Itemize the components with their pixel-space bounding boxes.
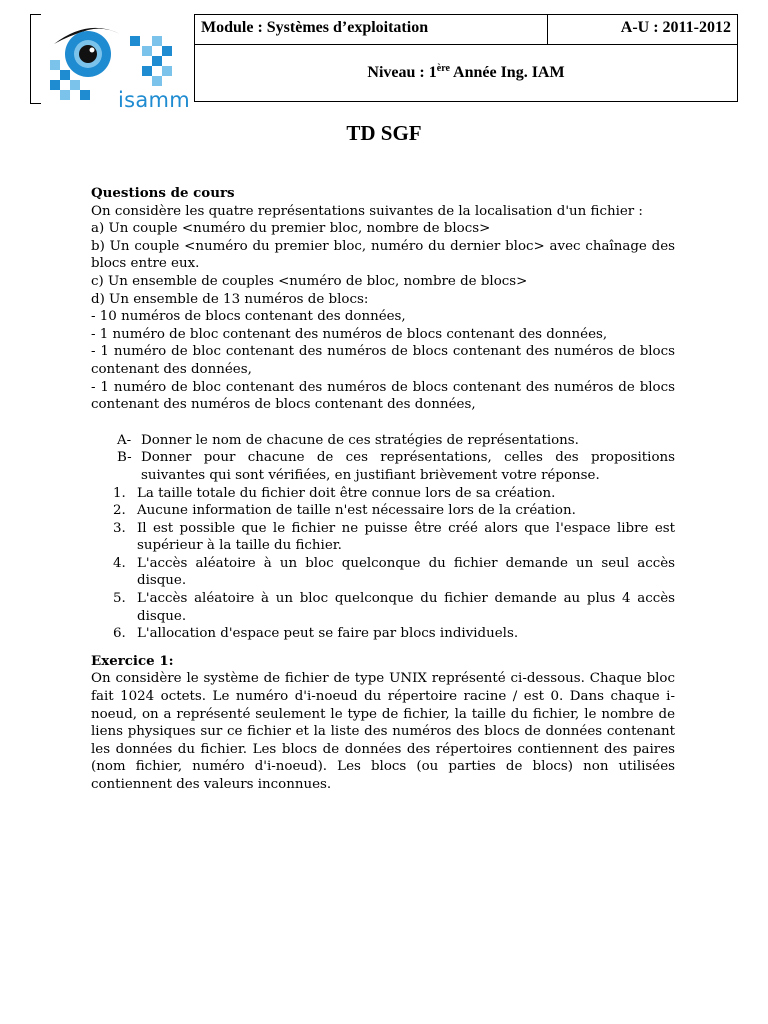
proposition-text: L'accès aléatoire à un bloc quelconque du fichier demande au plus 4 accès disque. [137, 591, 675, 624]
header-separator [547, 15, 548, 44]
exercice-1-text: On considère le système de fichier de type UNIX représenté ci-dessous. Chaque bloc fait 1024 octets. Le numéro d'i-noeud du répertoire racine / est 0. Dans chaque i-noeud, on a représenté seulement le type de fichier, la taille du fichier, le nombre de liens physiques sur ce fichier et la liste des numéros des blocs de données contenant les données du fichier. Les blocs de données des répertoires contiennent des paires (nom fichier, numéro d'i-noeud). Les blocs (ou parties de blocs) non utilisées contiennent des valeurs inconnues. [91, 671, 675, 792]
cours-intro: On considère les quatre représentations suivantes de la localisation d'un fichier : [91, 203, 643, 219]
level-prefix: Niveau : 1 [367, 64, 437, 81]
representation-a: a) Un couple <numéro du premier bloc, nombre de blocs> [91, 221, 491, 237]
spacer [91, 643, 675, 653]
section-heading-cours: Questions de cours [91, 185, 235, 201]
proposition-list [91, 485, 675, 643]
representation-d-item: - 1 numéro de bloc contenant des numéros de blocs contenant des données, [91, 326, 608, 342]
isamm-logo [48, 14, 191, 112]
proposition-item [91, 555, 675, 590]
proposition-text: Il est possible que le fichier ne puisse être créé alors que l'espace libre est supérieur à la taille du fichier. [137, 520, 675, 554]
level-superscript: ère [436, 63, 450, 74]
representation-d: d) Un ensemble de 13 numéros de blocs: [91, 291, 369, 307]
proposition-marker: 1. [113, 485, 126, 501]
task-text: Donner pour chacune de ces représentations, celles des propositions suivantes qui sont vérifiées, en justifiant brièvement votre réponse. [141, 450, 675, 483]
proposition-marker: 4. [113, 555, 126, 571]
representation-c: c) Un ensemble de couples <numéro de bloc, nombre de blocs> [91, 273, 528, 289]
representation-d-item: - 10 numéros de blocs contenant des données, [91, 309, 406, 325]
representation-d-item: - 1 numéro de bloc contenant des numéros de blocs contenant des numéros de blocs contenant des données, [91, 344, 675, 377]
module-label: Module : Systèmes d’exploitation [201, 19, 429, 36]
header-table [194, 14, 738, 102]
representation-b: b) Un couple <numéro du premier bloc, numéro du dernier bloc> avec chaînage des blocs entre eux. [91, 238, 675, 272]
proposition-text: L'allocation d'espace peut se faire par blocs individuels. [137, 626, 519, 642]
task-marker: A- [117, 432, 132, 448]
proposition-marker: 3. [113, 520, 126, 536]
proposition-item [91, 520, 675, 555]
task-item [91, 432, 675, 450]
proposition-marker: 2. [113, 503, 126, 519]
proposition-item [91, 590, 675, 625]
level-suffix: Année Ing. IAM [449, 64, 565, 81]
task-text: Donner le nom de chacune de ces stratégies de représentations. [141, 432, 579, 448]
proposition-text: La taille totale du fichier doit être connue lors de sa création. [137, 485, 556, 501]
page-title: TD SGF [346, 121, 422, 145]
representation-d-item: - 1 numéro de bloc contenant des numéros de blocs contenant des numéros de blocs contenant des numéros de blocs contenant des données, [91, 379, 675, 413]
academic-year: A-U : 2011-2012 [620, 19, 731, 36]
proposition-text: Aucune information de taille n'est nécessaire lors de la création. [137, 503, 576, 519]
task-marker: B- [117, 450, 132, 466]
proposition-item [91, 625, 675, 643]
header-left-bracket [30, 14, 41, 104]
section-heading-exercice-1: Exercice 1: [91, 652, 174, 669]
proposition-marker: 6. [113, 626, 126, 642]
spacer [91, 414, 675, 432]
proposition-marker: 5. [113, 591, 126, 607]
document-body [91, 185, 675, 794]
proposition-item [91, 485, 675, 503]
header-row-top [195, 15, 737, 45]
task-item [91, 449, 675, 484]
level-label [195, 64, 737, 82]
proposition-item [91, 502, 675, 520]
logo-text: isamm [118, 88, 191, 112]
proposition-text: L'accès aléatoire à un bloc quelconque du fichier demande un seul accès disque. [137, 555, 675, 589]
task-list [91, 432, 675, 485]
